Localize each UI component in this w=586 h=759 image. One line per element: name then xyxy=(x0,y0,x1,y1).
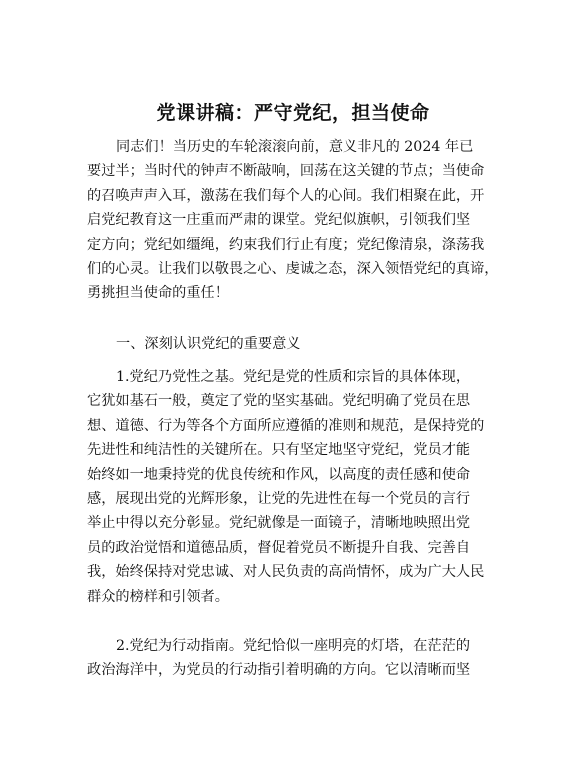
text-line: 启党纪教育这一庄重而严肃的课堂。党纪似旗帜，引领我们坚 xyxy=(87,212,471,229)
point-2-paragraph xyxy=(87,634,505,683)
text-line: 它犹如基石一般，奠定了党的坚实基础。党纪明确了党员在思 xyxy=(87,393,471,410)
text-line: 始终如一地秉持党的优良传统和作风，以高度的责任感和使命 xyxy=(87,466,471,483)
text-line: 群众的榜样和引领者。 xyxy=(87,588,229,605)
text-line: 1.党纪乃党性之基。党纪是党的性质和宗旨的具体体现， xyxy=(116,369,471,385)
text-line: 先进性和纯洁性的关键所在。只有坚定地坚守党纪，党员才能 xyxy=(87,442,471,459)
text-line: 定方向；党纪如缰绳，约束我们行止有度；党纪像清泉，涤荡我 xyxy=(87,236,485,253)
text-line: 勇挑担当使命的重任！ xyxy=(87,285,229,302)
text-line: 员的政治觉悟和道德品质，督促着党员不断提升自我、完善自 xyxy=(87,539,471,556)
text-line: 2.党纪为行动指南。党纪恰似一座明亮的灯塔，在茫茫的 xyxy=(116,638,471,654)
text-line: 们的心灵。让我们以敬畏之心、虔诚之态，深入领悟党纪的真谛， xyxy=(87,261,499,278)
document-title: 党课讲稿：严守党纪，担当使命 xyxy=(156,102,430,124)
text-line: 举止中得以充分彰显。党纪就像是一面镜子，清晰地映照出党 xyxy=(87,515,471,532)
text-line: 同志们！当历史的车轮滚滚向前，意义非凡的 2024 年已 xyxy=(116,139,474,155)
point-1-paragraph xyxy=(87,365,505,609)
text-line: 我，始终保持对党忠诚、对人民负责的高尚情怀，成为广大人民 xyxy=(87,564,485,581)
text-line: 的召唤声声入耳，激荡在我们每个人的心间。我们相聚在此，开 xyxy=(87,187,485,204)
text-line: 要过半；当时代的钟声不断敲响，回荡在这关键的节点；当使命 xyxy=(87,163,485,180)
intro-paragraph xyxy=(87,135,505,306)
text-line: 感，展现出党的光辉形象，让党的先进性在每一个党员的言行 xyxy=(87,491,471,508)
section-heading: 一、深刻认识党纪的重要意义 xyxy=(116,336,301,352)
text-line: 想、道德、行为等各个方面所应遵循的准则和规范，是保持党的 xyxy=(87,417,485,434)
text-line: 政治海洋中，为党员的行动指引着明确的方向。它以清晰而坚 xyxy=(87,662,471,679)
